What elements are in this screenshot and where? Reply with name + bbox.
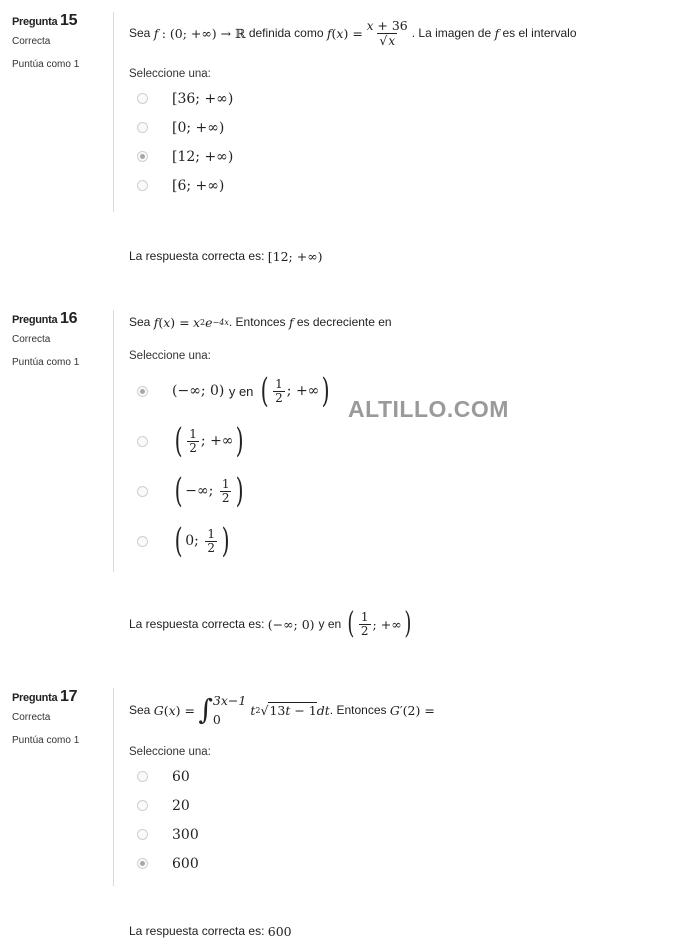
radio-button[interactable] [137,93,148,104]
answer-value: (−∞; 0) y en ( $\frac{1}{2}$ ; +∞ ) [267,606,411,641]
question-info [12,310,108,368]
option-item[interactable] [129,849,690,878]
math-expression: f [153,25,159,41]
option-label[interactable]: [36; +∞) [172,90,234,107]
option-label[interactable]: 20 [172,797,190,814]
option-item[interactable] [129,84,690,113]
math-fraction: $\frac{x + 36}{√x}$ [366,17,408,48]
math-expression: f [153,314,159,330]
option-item[interactable] [129,820,690,849]
select-label: Seleccione una: [129,350,211,362]
integral-sign: ∫ [198,693,213,726]
options-list [129,84,690,200]
radio-button[interactable] [137,122,148,133]
correct-answer: La respuesta correcta es: [12; +∞) [129,248,323,264]
question-number: Pregunta 15 [12,12,78,29]
radio-button[interactable] [137,771,148,782]
radio-button[interactable] [137,486,148,497]
option-label[interactable]: [12; +∞) [172,148,234,165]
divider [113,688,114,886]
radio-button[interactable] [137,800,148,811]
integral-limits: 3x−1 0 [212,693,247,727]
question-status: Correcta [12,334,51,345]
question-number: Pregunta 17 [12,688,78,705]
question-stem: Sea f ( x ) = x 2 e −4x . Entonces f es decreciente en [129,314,392,330]
question-status: Correcta [12,36,51,47]
answer-value: 600 [267,923,292,939]
question-content [129,310,690,566]
watermark-logo: ALTILLO.COM [348,396,509,422]
select-label: Seleccione una: [129,68,211,80]
radio-button-selected[interactable] [137,151,148,162]
math-expression: G [153,702,164,718]
option-item[interactable] [129,416,690,466]
question-stem: Sea f : (0; +∞) → ℝ definida como f ( x ) = $\frac{x + 36}{√x}$ . La imagen de f es el intervalo [129,17,577,48]
option-label[interactable]: [0; +∞) [172,119,225,136]
question-info [12,688,108,746]
option-label[interactable]: 300 [172,826,199,843]
question-score: Puntúa como 1 [12,735,80,746]
question-info [12,12,108,70]
radio-button[interactable] [137,829,148,840]
option-label[interactable]: ( $\frac{1}{2}$ ; +∞ ) [174,421,245,461]
question-number: Pregunta 16 [12,310,78,327]
option-label[interactable]: (−∞; 0) y en ( $\frac{1}{2}$ ; +∞ ) [172,371,330,411]
question-score: Puntúa como 1 [12,357,80,368]
option-label[interactable]: 60 [172,768,190,785]
question-content [129,12,690,200]
option-item[interactable] [129,516,690,566]
radio-button[interactable] [137,180,148,191]
question-score: Puntúa como 1 [12,59,80,70]
radio-button[interactable] [137,436,148,447]
option-label[interactable]: 600 [172,855,199,872]
option-label[interactable]: [6; +∞) [172,177,225,194]
option-item[interactable] [129,466,690,516]
radio-button-selected[interactable] [137,858,148,869]
question-status: Correcta [12,712,51,723]
correct-answer: La respuesta correcta es: 600 [129,923,292,939]
question-stem: Sea G ( x ) = ∫ 3x−1 0 t 2 √ 13t − 1 dt . Entonces G ′(2) = [129,693,435,727]
divider [113,310,114,572]
answer-value: [12; +∞) [267,248,323,264]
divider [113,12,114,212]
radio-button[interactable] [137,536,148,547]
option-label[interactable]: ( 0; $\frac{1}{2}$ ) [174,521,230,561]
option-item[interactable] [129,142,690,171]
option-item[interactable] [129,791,690,820]
select-label: Seleccione una: [129,746,211,758]
options-list [129,762,690,878]
option-item[interactable] [129,762,690,791]
radio-button-selected[interactable] [137,386,148,397]
question-content [129,688,690,878]
option-item[interactable] [129,113,690,142]
math-expression: f [326,25,332,41]
correct-answer: La respuesta correcta es: (−∞; 0) y en ( $\frac{1}{2}$ ; +∞ ) [129,606,413,642]
option-item[interactable] [129,171,690,200]
option-label[interactable]: ( −∞; $\frac{1}{2}$ ) [174,471,245,511]
